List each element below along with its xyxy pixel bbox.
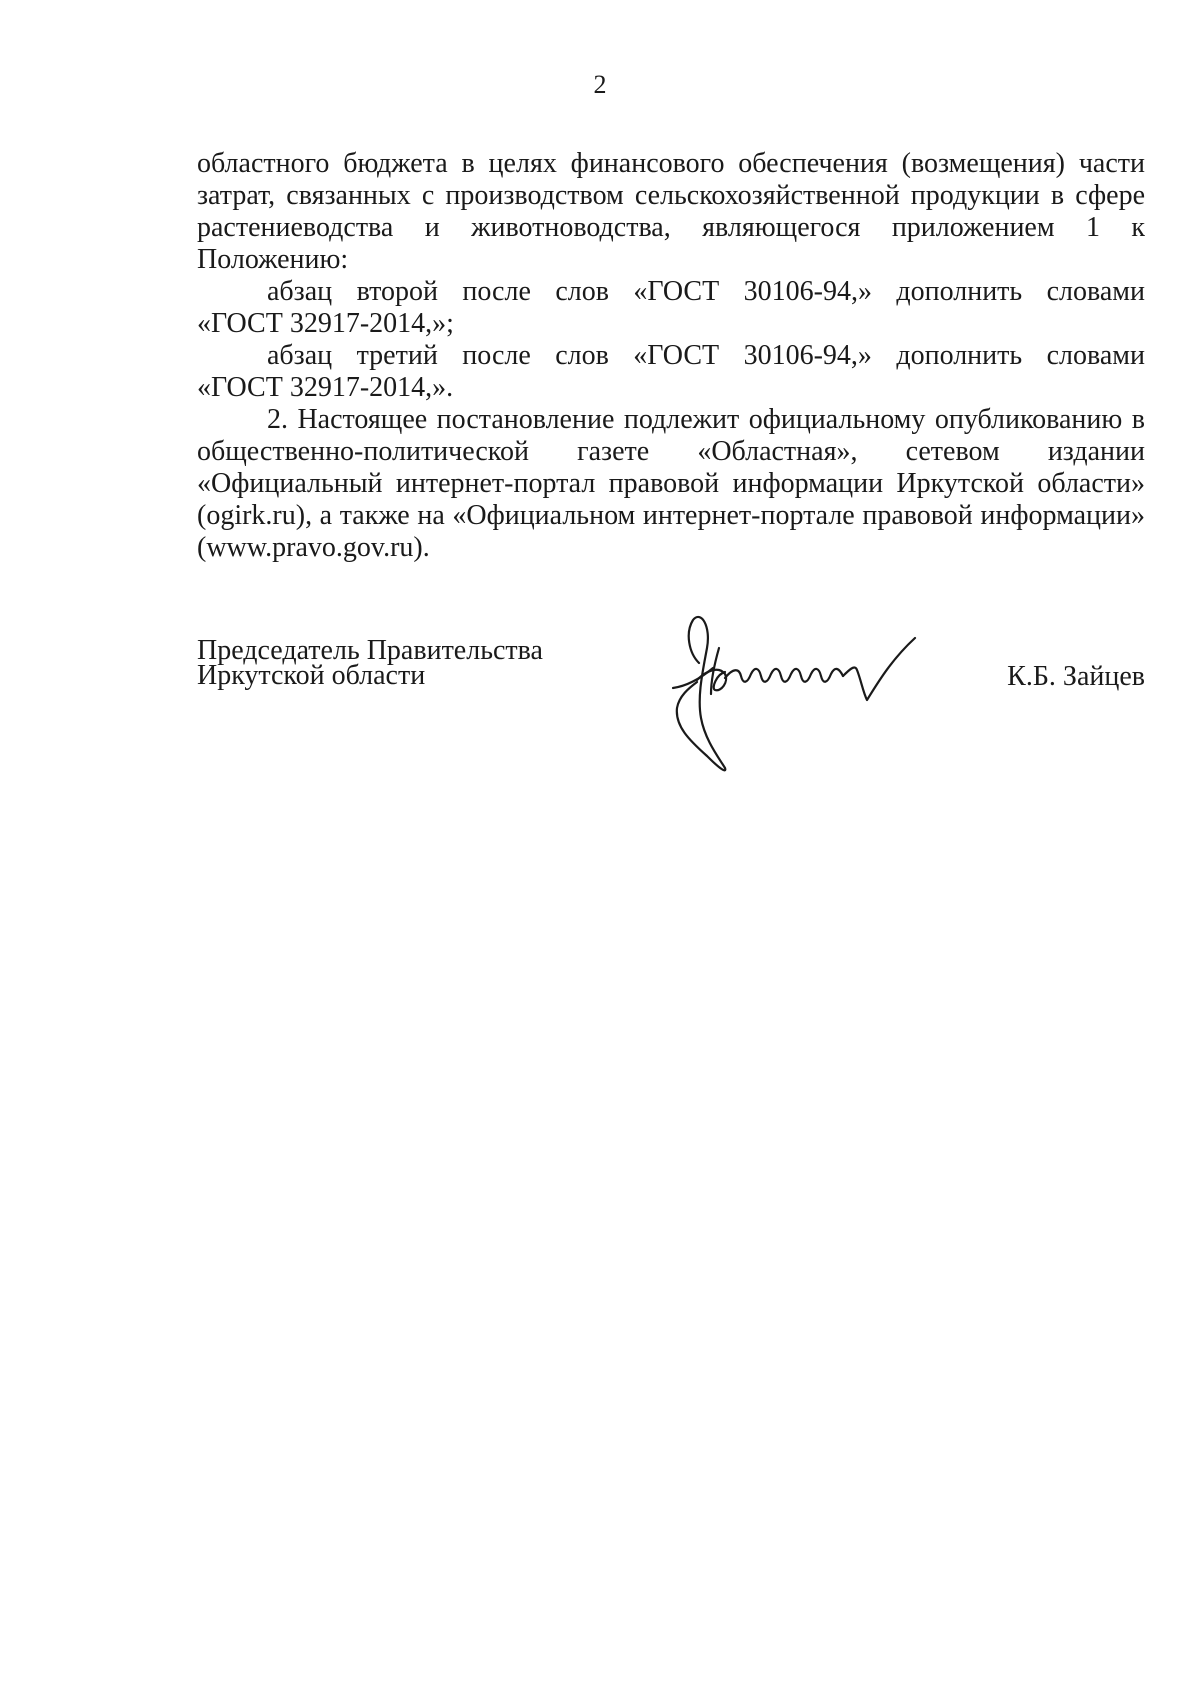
text-line: растениеводства и животноводства, являющегося приложением 1 к	[197, 212, 1145, 243]
signer-position-line: Иркутской области	[197, 660, 426, 691]
document-body	[197, 148, 1145, 564]
text-line: затрат, связанных с производством сельскохозяйственной продукции в сфере	[197, 180, 1145, 211]
text-line: областного бюджета в целях финансового обеспечения (возмещения) части	[197, 148, 1145, 179]
text-line: 2. Настоящее постановление подлежит официальному опубликованию в	[267, 404, 1145, 435]
paragraph-budget-reference	[197, 148, 1145, 276]
signer-name: К.Б. Зайцев	[1007, 661, 1145, 692]
text-line: Положению:	[197, 244, 349, 275]
text-line: «ГОСТ 32917-2014,».	[197, 372, 454, 403]
handwritten-signature	[667, 608, 937, 778]
paragraph-third-abzac	[197, 340, 1145, 404]
text-line: абзац второй после слов «ГОСТ 30106-94,» дополнить словами	[267, 276, 1145, 307]
paragraph-publication	[197, 404, 1145, 564]
signer-position	[197, 635, 543, 691]
text-line: (ogirk.ru), а также на «Официальном интернет-портале правовой информации»	[197, 500, 1145, 531]
signature-block	[197, 635, 1145, 778]
text-line: абзац третий после слов «ГОСТ 30106-94,» дополнить словами	[267, 340, 1145, 371]
page-number: 2	[593, 70, 607, 99]
signer-position-line: Председатель Правительства	[197, 635, 543, 666]
text-line: «Официальный интернет-портал правовой информации Иркутской области»	[197, 468, 1145, 499]
text-line: общественно-политической газете «Областная», сетевом издании	[197, 436, 1145, 467]
text-line: (www.pravo.gov.ru).	[197, 532, 430, 563]
text-line: «ГОСТ 32917-2014,»;	[197, 308, 454, 339]
paragraph-second-abzac	[197, 276, 1145, 340]
